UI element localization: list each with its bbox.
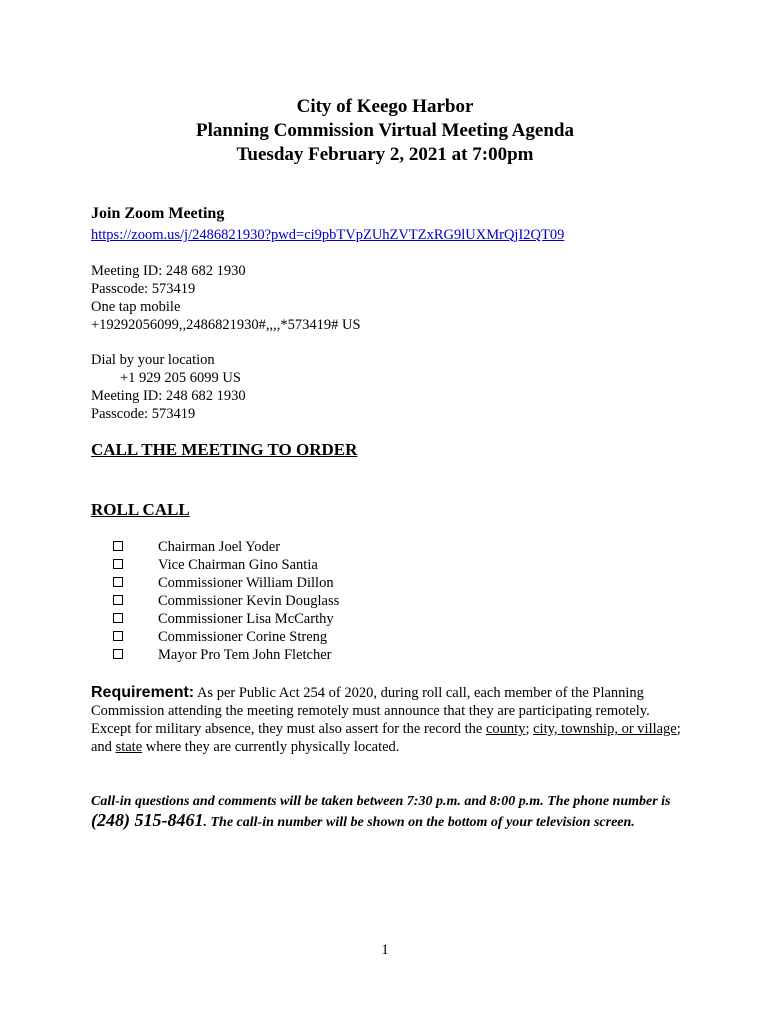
requirement-city: city, township, or village bbox=[533, 721, 677, 737]
callin-paragraph bbox=[91, 792, 671, 832]
checkbox-icon[interactable] bbox=[113, 595, 123, 605]
dial-meeting-id: Meeting ID: 248 682 1930 bbox=[91, 388, 246, 404]
checkbox-icon[interactable] bbox=[113, 613, 123, 623]
requirement-sep: ; bbox=[525, 721, 534, 737]
call-to-order-heading: CALL THE MEETING TO ORDER bbox=[91, 440, 358, 459]
callin-text: Call-in questions and comments will be taken between 7:30 p.m. and 8:00 p.m. The phone number is bbox=[91, 794, 671, 809]
dial-heading: Dial by your location bbox=[91, 352, 215, 368]
passcode: Passcode: 573419 bbox=[91, 281, 196, 297]
checkbox-icon[interactable] bbox=[113, 631, 123, 641]
requirement-label: Requirement: bbox=[91, 684, 195, 701]
agenda-title-city: City of Keego Harbor bbox=[296, 96, 474, 117]
roll-call-heading: ROLL CALL bbox=[91, 500, 190, 519]
callin-phone: (248) 515-8461 bbox=[91, 810, 204, 830]
roll-call-name: Vice Chairman Gino Santia bbox=[158, 557, 318, 573]
requirement-state: state bbox=[115, 739, 143, 755]
meeting-id: Meeting ID: 248 682 1930 bbox=[91, 263, 246, 279]
callin-text-end: . The call-in number will be shown on the bottom of your television screen. bbox=[203, 815, 635, 830]
requirement-sep: ; and bbox=[91, 721, 681, 755]
requirement-county: county bbox=[485, 721, 526, 737]
roll-call-name: Commissioner Kevin Douglass bbox=[158, 593, 340, 609]
requirement-text-end: where they are currently physically located. bbox=[142, 739, 400, 755]
page-number: 1 bbox=[381, 942, 389, 958]
roll-call-name: Commissioner Lisa McCarthy bbox=[158, 611, 334, 627]
checkbox-icon[interactable] bbox=[113, 559, 123, 569]
agenda-title-body: Planning Commission Virtual Meeting Agenda bbox=[196, 120, 574, 141]
roll-call-name: Commissioner William Dillon bbox=[158, 575, 334, 591]
requirement-text: As per Public Act 254 of 2020, during roll call, each member of the Planning Commission attending the meeting remotely must announce that they are participating remotely. Except for military absence, they must also assert for the record the bbox=[91, 685, 650, 737]
dial-number: +1 929 205 6099 US bbox=[120, 370, 241, 386]
one-tap-number: +19292056099,,2486821930#,,,,*573419# US bbox=[91, 317, 361, 333]
zoom-link[interactable]: https://zoom.us/j/2486821930?pwd=ci9pbTVpZUhZVTZxRG9lUXMrQjI2QT09 bbox=[91, 227, 565, 243]
agenda-title-date: Tuesday February 2, 2021 at 7:00pm bbox=[236, 144, 534, 165]
checkbox-icon[interactable] bbox=[113, 649, 123, 659]
checkbox-icon[interactable] bbox=[113, 541, 123, 551]
dial-passcode: Passcode: 573419 bbox=[91, 406, 196, 422]
requirement-paragraph bbox=[91, 684, 681, 756]
roll-call-name: Commissioner Corine Streng bbox=[158, 629, 328, 645]
zoom-heading: Join Zoom Meeting bbox=[91, 205, 225, 222]
roll-call-name: Chairman Joel Yoder bbox=[158, 539, 281, 555]
one-tap-label: One tap mobile bbox=[91, 299, 181, 315]
roll-call-name: Mayor Pro Tem John Fletcher bbox=[158, 647, 332, 663]
checkbox-icon[interactable] bbox=[113, 577, 123, 587]
